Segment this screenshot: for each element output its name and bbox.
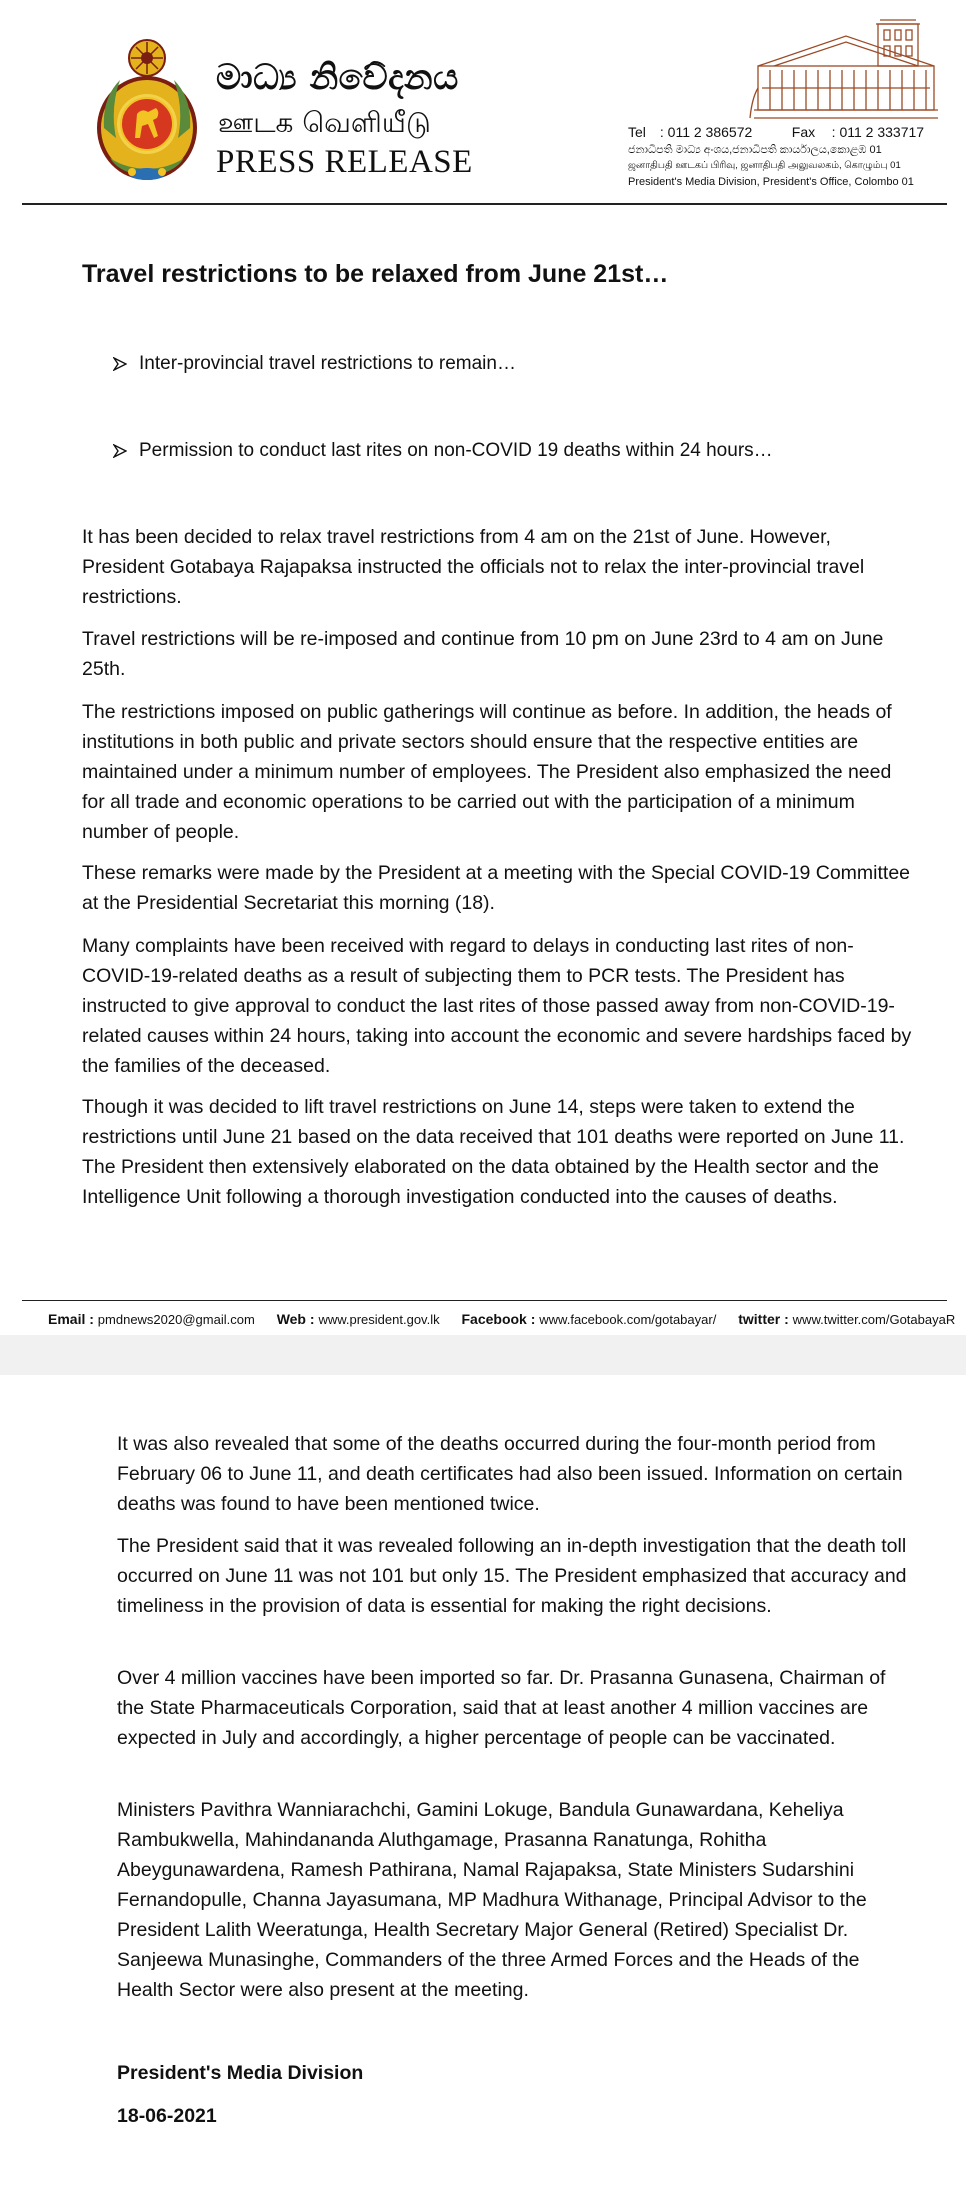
bullet-item — [113, 440, 773, 462]
address-tamil: ஜனாதிபதி ஊடகப் பிரிவு, ஜனாதிபதி அலுவலகம், கொழும்பு 01 — [628, 160, 901, 171]
paragraph: It has been decided to relax travel restrictions from 4 am on the 21st of June. However, President Gotabaya Rajapaksa instructed the officials not to relax the inter-provincial travel restrictions. — [82, 526, 865, 608]
press-release-page-2 — [0, 1375, 966, 2191]
bullet-text: Permission to conduct last rites on non-COVID 19 deaths within 24 hours… — [139, 440, 773, 461]
fax-value: : 011 2 333717 — [831, 124, 925, 140]
paragraph: Over 4 million vaccines have been imported so far. Dr. Prasanna Gunasena, Chairman of the State Pharmaceuticals Corporation, said that at least another 4 million vaccines are expected in July and accordingly, a higher percentage of people can be vaccinated. — [117, 1667, 886, 1749]
email-label: Email : — [48, 1311, 94, 1327]
fax-label: Fax — [791, 124, 816, 140]
paragraph: The President said that it was revealed following an in-depth investigation that the death toll occurred on June 11 was not 101 but only 15. The President emphasized that accuracy and timeliness in the provision of data is essential for making the right decisions. — [117, 1535, 907, 1617]
tel-label: Tel — [628, 124, 646, 140]
paragraph: These remarks were made by the President at a meeting with the Special COVID-19 Committee at the Presidential Secretariat this morning (18). — [82, 862, 911, 914]
bullet-item — [113, 353, 516, 375]
facebook-link[interactable]: www.facebook.com/gotabayar/ — [539, 1312, 717, 1327]
paragraph: Ministers Pavithra Wanniarachchi, Gamini Lokuge, Bandula Gunawardana, Keheliya Rambukwella, Mahindananda Aluthgamage, Prasanna Ranatunga, Rohitha Abeygunawardena, Ramesh Pathirana, Namal Rajapaksa, State Ministers Sudarshini Fernandopulle, Channa Jayasumana, MP Madhura Withanage, Principal Advisor to the President Lalith Weeratunga, Health Secretary Major General (Retired) Specialist Dr. Sanjeewa Munasinghe, Commanders of the three Armed Forces and the Heads of the Health Sector were also present at the meeting. — [117, 1799, 867, 2001]
tel-value: : 011 2 386572 — [659, 124, 753, 140]
address-english: President's Media Division, President's Office, Colombo 01 — [628, 176, 914, 188]
facebook-label: Facebook : — [461, 1311, 536, 1327]
header-divider — [22, 203, 947, 205]
address-sinhala: ජනාධිපති මාධ්‍ය අංශය,ජනාධිපති කාර්යාලය,කොළඹ 01 — [628, 144, 882, 156]
footer-contacts — [22, 1300, 956, 1327]
release-date: 18-06-2021 — [117, 2105, 217, 2127]
twitter-label: twitter : — [738, 1311, 789, 1327]
paragraph: Though it was decided to lift travel restrictions on June 14, steps were taken to extend the restrictions until June 21 based on the data received that 101 deaths were reported on June 11. The President then extensively elaborated on the data obtained by the Health sector and the Intelligence Unit following a thorough investigation conducted into the causes of deaths. — [82, 1096, 905, 1208]
presidential-secretariat-building-image — [748, 18, 942, 122]
sri-lanka-emblem-logo — [90, 28, 204, 184]
contact-block — [628, 124, 948, 190]
arrow-bullet-icon — [113, 357, 127, 371]
headline: Travel restrictions to be relaxed from June 21st… — [82, 260, 669, 288]
paragraph: Many complaints have been received with regard to delays in conducting last rites of non-COVID-19-related deaths as a result of subjecting them to PCR tests. The President has instructed to give approval to conduct the last rites of those passed away from non-COVID-19-related causes within 24 hours, taking into account the economic and severe hardships faced by the families of the deceased. — [82, 935, 912, 1077]
web-link[interactable]: www.president.gov.lk — [318, 1312, 440, 1327]
title-tamil: ஊடக வெளியீடு — [218, 106, 431, 139]
page-separator — [0, 1335, 966, 1375]
paragraph: Travel restrictions will be re-imposed and continue from 10 pm on June 23rd to 4 am on June 25th. — [82, 628, 884, 680]
paragraph: It was also revealed that some of the deaths occurred during the four-month period from February 06 to June 11, and death certificates had also been issued. Information on certain deaths was found to have been mentioned twice. — [117, 1433, 903, 1515]
title-sinhala: මාධ්‍ය නිවේදනය — [216, 58, 459, 98]
title-english: PRESS RELEASE — [216, 144, 473, 180]
paragraph: The restrictions imposed on public gatherings will continue as before. In addition, the heads of institutions in both public and private sectors should ensure that the respective entities are maintained under a minimum number of employees. The President also emphasized the need for all trade and economic operations to be carried out with the participation of a minimum number of people. — [82, 701, 892, 843]
web-label: Web : — [276, 1311, 315, 1327]
signature-division: President's Media Division — [117, 2062, 364, 2084]
bullet-text: Inter-provincial travel restrictions to remain… — [139, 353, 516, 374]
arrow-bullet-icon — [113, 444, 127, 458]
email-link[interactable]: pmdnews2020@gmail.com — [97, 1312, 255, 1327]
twitter-link[interactable]: www.twitter.com/GotabayaR — [792, 1312, 956, 1327]
